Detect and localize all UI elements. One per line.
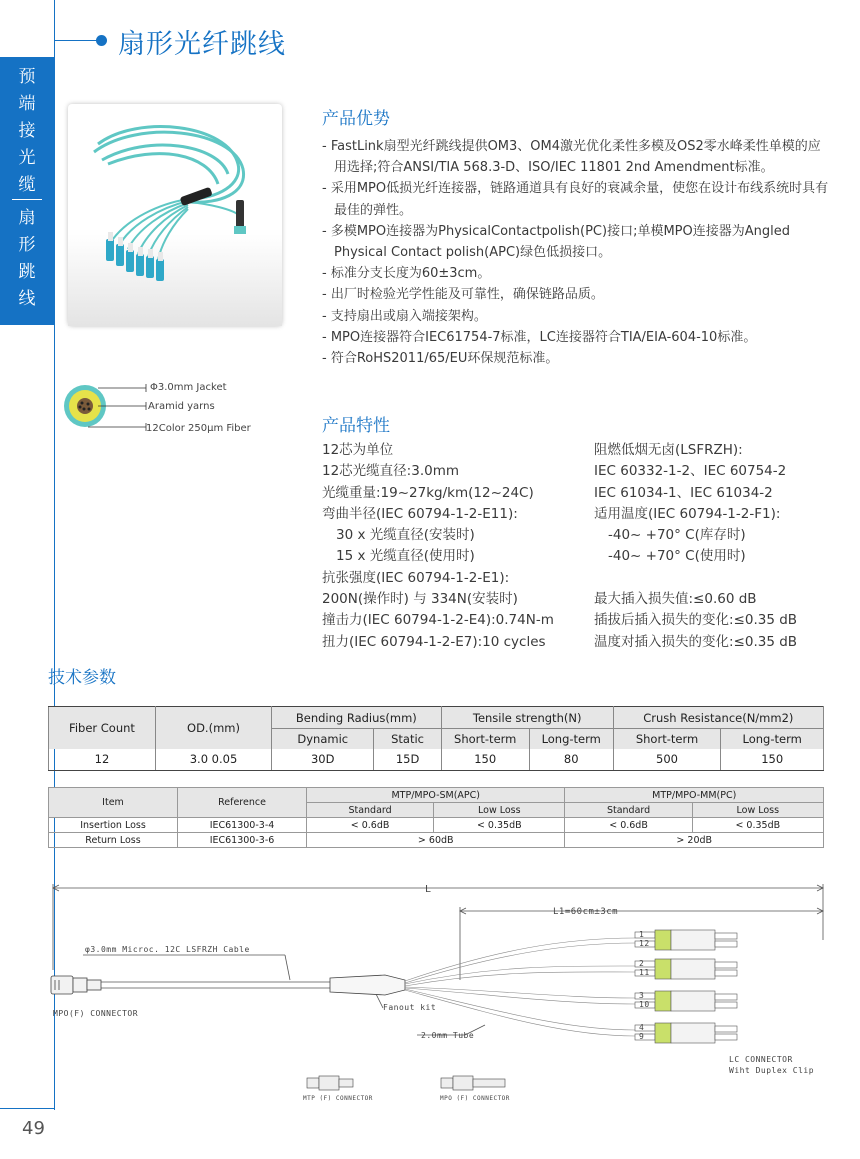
page-title: 扇形光纤跳线 [118,29,286,60]
dimension-L1-label: L1=60cm±3cm [553,907,619,917]
list-item: - 符合RoHS2011/65/EU环保规范标准。 [322,348,832,369]
table-cell: > 60dB [307,833,565,848]
cable-cross-section [58,380,158,434]
table-header: Bending Radius(mm) [272,707,442,729]
table-cell: IEC61300-3-6 [178,833,307,848]
feature-line: -40~ +70° C(使用时) [608,548,746,565]
tube-label: 2.0mm Tube [421,1031,475,1040]
pair-label: 12 [639,939,650,948]
table-header: MTP/MPO-SM(APC) [307,788,565,803]
list-item: - 采用MPO低损光纤连接器，链路通道具有良好的衰减余量，使您在设计布线系统时具有最佳的弹性。 [322,178,832,220]
table-subheader: Standard [307,803,434,818]
feature-line: 适用温度(IEC 60794-1-2-F1): [594,505,781,522]
category-label [0,64,54,199]
feature-line: 弯曲半径(IEC 60794-1-2-E11): [322,505,518,522]
table-cell: < 0.6dB [565,818,692,833]
lc-connector-sublabel: Wiht Duplex Clip [729,1066,815,1075]
table-cell: Return Loss [49,833,178,848]
tech-params-heading: 技术参数 [48,668,116,688]
feature-line: 12芯为单位 [322,442,394,458]
table-cell: 80 [529,749,613,771]
feature-line: IEC 60332-1-2、IEC 60754-2 [594,463,787,480]
feature-spacer [594,568,797,589]
list-item: - FastLink扇型光纤跳线提供OM3、OM4激光优化柔性多模及OS2零水峰柔性单模的应用选择;符合ANSI/TIA 568.3-D、ISO/IEC 11801 2nd Amendment标准。 [322,136,832,178]
product-photo [68,104,282,326]
dimension-L-label: L [425,884,432,895]
pair-label: 9 [639,1032,645,1041]
table-cell: 3.0 0.05 [156,749,272,771]
pair-label: 4 [639,1023,645,1032]
table-cell: IEC61300-3-4 [178,818,307,833]
feature-line: 30 x 光缆直径(安装时) [336,527,475,544]
table-cell: < 0.35dB [692,818,823,833]
advantages-heading: 产品优势 [322,109,390,129]
list-item: - 多模MPO连接器为PhysicalContactpolish(PC)接口;单模MPO连接器为Angled Physical Contact polish(APC)绿色低损接口。 [322,221,832,263]
mpo-connector-caption: MPO (F) CONNECTOR [440,1095,510,1102]
feature-line: 最大插入损失值:≤0.60 dB [594,591,757,608]
table-header: Reference [178,788,307,818]
mpo-connector-label: MPO(F) CONNECTOR [53,1009,139,1018]
feature-line: 温度对插入损失的变化:≤0.35 dB [594,633,798,650]
category-char: 预 [18,67,36,87]
mtp-connector-icon [307,1076,353,1090]
subcategory-char: 扇 [18,208,36,228]
feature-line: 抗张强度(IEC 60794-1-2-E1): [322,569,510,586]
list-item: - 标准分支长度为60±3cm。 [322,263,832,284]
feature-line: 光缆重量:19~27kg/km(12~24C) [322,484,534,501]
fanout-kit-label: Fanout kit [383,1003,437,1012]
table-header: Item [49,788,178,818]
mtp-connector-caption: MTP (F) CONNECTOR [303,1095,373,1102]
table-subheader: Short-term [613,729,721,749]
feature-line: 12芯光缆直径:3.0mm [322,463,459,480]
mpo-connector [51,976,101,994]
advantages-list [322,136,832,369]
feature-line: -40~ +70° C(库存时) [608,527,746,544]
table-cell: < 0.6dB [307,818,434,833]
feature-line: 阻燃低烟无卤(LSFRZH): [594,442,743,458]
feature-line: 插拔后插入损失的变化:≤0.35 dB [594,612,798,629]
features-right [594,440,797,653]
feature-line: IEC 61034-1、IEC 61034-2 [594,484,773,501]
optical-spec-table [48,787,824,848]
mechanical-spec-table [48,706,824,771]
table-header: Tensile strength(N) [441,707,613,729]
features-left [322,440,554,653]
table-cell: 12 [49,749,156,771]
pair-label: 1 [639,930,645,939]
category-separator [12,199,42,200]
pair-label: 3 [639,991,645,1000]
list-item: - 出厂时检验光学性能及可靠性，确保链路品质。 [322,284,832,305]
cable-label: φ3.0mm Microc. 12C LSFRZH Cable [85,945,250,954]
table-subheader: Low Loss [692,803,823,818]
table-cell: 30D [272,749,374,771]
table-header: Crush Resistance(N/mm2) [613,707,823,729]
table-header: Fiber Count [49,707,156,749]
subcategory-char: 形 [18,235,36,255]
fanout-cable-drawing [45,880,835,1110]
legend-jacket: Φ3.0mm Jacket [150,382,227,393]
subcategory-label [0,205,54,313]
feature-line: 扭力(IEC 60794-1-2-E7):10 cycles [322,633,546,650]
lc-connectors [635,930,737,1043]
subcategory-char: 跳 [18,262,36,282]
table-cell: 500 [613,749,721,771]
category-char: 缆 [18,175,36,195]
table-subheader: Static [374,729,441,749]
table-cell: 15D [374,749,441,771]
mpo-connector-icon [441,1076,505,1090]
subcategory-char: 线 [18,289,36,309]
pair-label: 11 [639,968,650,977]
legend-aramid: Aramid yarns [148,401,215,412]
table-header: OD.(mm) [156,707,272,749]
list-item: - MPO连接器符合IEC61754-7标准，LC连接器符合TIA/EIA-604-10标准。 [322,327,832,348]
table-header: MTP/MPO-MM(PC) [565,788,824,803]
features-heading: 产品特性 [322,416,390,436]
feature-line: 撞击力(IEC 60794-1-2-E4):0.74N-m [322,612,554,629]
feature-line: 200N(操作时) 与 334N(安装时) [322,591,518,608]
category-char: 端 [18,94,36,114]
table-subheader: Short-term [441,729,529,749]
table-subheader: Long-term [529,729,613,749]
title-rule [55,40,97,41]
feature-line: 15 x 光缆直径(使用时) [336,548,475,565]
table-cell: 150 [721,749,824,771]
page-number: 49 [22,1118,45,1139]
table-cell: > 20dB [565,833,824,848]
category-char: 光 [18,148,36,168]
pair-label: 10 [639,1000,650,1009]
table-subheader: Long-term [721,729,824,749]
table-subheader: Dynamic [272,729,374,749]
list-item: - 支持扇出或扇入端接架构。 [322,306,832,327]
table-cell: Insertion Loss [49,818,178,833]
pair-label: 2 [639,959,645,968]
legend-fiber: 12Color 250μm Fiber [146,423,251,434]
fanout-kit [330,975,405,995]
category-char: 接 [18,121,36,141]
title-bullet [96,35,107,46]
table-subheader: Low Loss [434,803,565,818]
table-cell: 150 [441,749,529,771]
table-subheader: Standard [565,803,692,818]
lc-connector-label: LC CONNECTOR [729,1055,793,1064]
table-cell: < 0.35dB [434,818,565,833]
